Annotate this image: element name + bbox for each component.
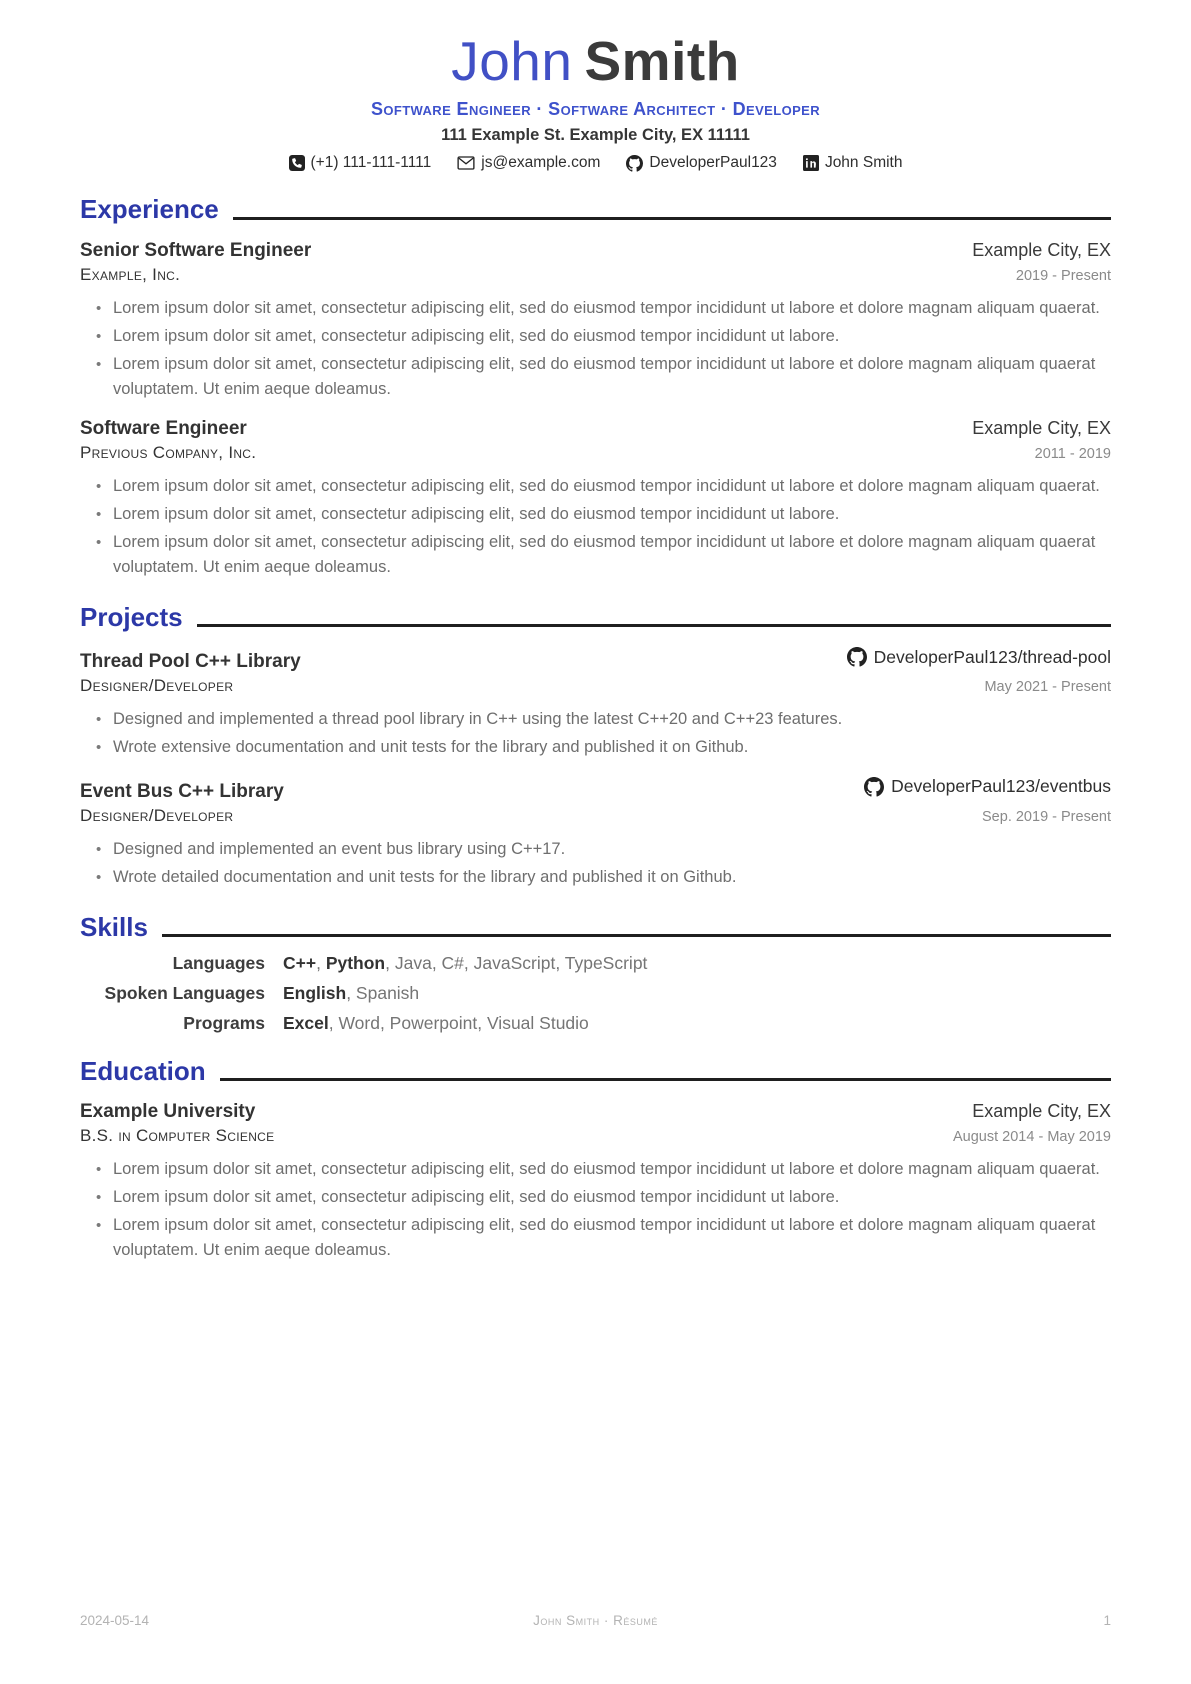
section-title-projects: Projects [80, 601, 183, 632]
section-skills [80, 911, 1111, 1034]
section-experience [80, 196, 1111, 579]
skill-segment: Python [325, 953, 386, 974]
skill-row [80, 983, 1111, 1004]
section-projects [80, 601, 1111, 890]
bullet-item: • Lorem ipsum dolor sit amet, consectetur adipiscing elit, sed do eiusmod tempor incididunt ut labore. [113, 1185, 1111, 1210]
section-education [80, 1058, 1111, 1263]
linkedin-icon [803, 155, 819, 171]
project-title: Event Bus C++ Library [80, 780, 284, 802]
project-entry [80, 647, 1111, 761]
entry-location: Example City, EX [972, 239, 1111, 260]
contact-item[interactable] [626, 154, 777, 172]
project-entry [80, 776, 1111, 890]
project-dates: May 2021 - Present [984, 679, 1111, 696]
bullet-item: • Lorem ipsum dolor sit amet, consectetur adipiscing elit, sed do eiusmod tempor incididunt ut labore. [113, 324, 1111, 349]
entry-title: Senior Software Engineer [80, 239, 312, 261]
footer-page-number: 1 [1103, 1613, 1111, 1628]
section-title-education: Education [80, 1056, 206, 1087]
bullet-item: • Lorem ipsum dolor sit amet, consectetur adipiscing elit, sed do eiusmod tempor incididunt ut labore. [113, 502, 1111, 527]
contact-text: John Smith [824, 154, 903, 172]
contact-item[interactable] [803, 154, 903, 172]
bullet-item: • Wrote extensive documentation and unit tests for the library and published it on Github. [113, 735, 1111, 760]
resume-header [80, 30, 1111, 172]
first-name: John [451, 30, 573, 92]
skill-segment: , Spanish [346, 983, 420, 1004]
contact-item[interactable] [289, 154, 432, 172]
project-dates: Sep. 2019 - Present [982, 808, 1111, 825]
bullet-item: • Lorem ipsum dolor sit amet, consectetur adipiscing elit, sed do eiusmod tempor incididunt ut labore et dolore magnam aliquam quaerat voluptatem. Ut enim aeque doleamus. [113, 352, 1111, 402]
bullet-item: • Lorem ipsum dolor sit amet, consectetur adipiscing elit, sed do eiusmod tempor incididunt ut labore et dolore magnam aliquam quaerat. [113, 1157, 1111, 1182]
resume-entry [80, 240, 1111, 402]
section-rule [233, 217, 1111, 220]
skill-value [283, 953, 647, 974]
entry-title: Example University [80, 1101, 256, 1123]
skill-value [283, 1013, 589, 1034]
project-repo-text: DeveloperPaul123/thread-pool [873, 646, 1111, 667]
entry-subtitle: B.S. in Computer Science [80, 1126, 275, 1146]
bullet-item: • Lorem ipsum dolor sit amet, consectetur adipiscing elit, sed do eiusmod tempor incididunt ut labore et dolore magnam aliquam quaerat voluptatem. Ut enim aeque doleamus. [113, 530, 1111, 580]
project-bullets [80, 707, 1111, 760]
email-icon [457, 154, 475, 172]
entry-dates: August 2014 - May 2019 [953, 1129, 1111, 1146]
entry-subtitle: Example, Inc. [80, 264, 181, 284]
entry-dates: 2019 - Present [1015, 267, 1111, 284]
resume-entry [80, 1101, 1111, 1263]
project-repo-text: DeveloperPaul123/eventbus [891, 776, 1111, 797]
section-title-experience: Experience [80, 194, 219, 225]
full-name [80, 30, 1111, 93]
resume-entry [80, 418, 1111, 580]
entry-bullets [80, 296, 1111, 402]
project-title: Thread Pool C++ Library [80, 651, 301, 673]
project-repo-link[interactable] [847, 647, 1111, 668]
skill-segment: , Java, C#, JavaScript, TypeScript [385, 953, 648, 974]
contact-text: js@example.com [481, 154, 601, 172]
skill-label: Spoken Languages [104, 983, 265, 1004]
entry-title: Software Engineer [80, 417, 247, 439]
contact-row [80, 154, 1111, 172]
project-repo-link[interactable] [864, 776, 1111, 797]
github-icon [864, 777, 884, 797]
entry-location: Example City, EX [972, 417, 1111, 438]
project-bullets [80, 837, 1111, 890]
project-role: Designer/Developer [80, 676, 234, 696]
bullet-item: • Designed and implemented an event bus library using C++17. [113, 837, 1111, 862]
skill-segment: , [316, 953, 326, 974]
section-title-skills: Skills [80, 911, 148, 942]
phone-icon [289, 155, 305, 171]
entry-subtitle: Previous Company, Inc. [80, 442, 257, 462]
skill-segment: English [283, 983, 347, 1004]
address-line: 111 Example St. Example City, EX 11111 [441, 126, 750, 145]
skill-row [80, 1013, 1111, 1034]
bullet-item: • Wrote detailed documentation and unit tests for the library and published it on Github. [113, 865, 1111, 890]
tagline: Software Engineer · Software Architect · Developer [370, 99, 821, 120]
section-rule [220, 1078, 1111, 1081]
entry-dates: 2011 - 2019 [1034, 445, 1111, 462]
bullet-item: • Lorem ipsum dolor sit amet, consectetur adipiscing elit, sed do eiusmod tempor incididunt ut labore et dolore magnam aliquam quaerat. [113, 474, 1111, 499]
skill-segment: Excel [283, 1013, 329, 1034]
entry-bullets [80, 1157, 1111, 1263]
entry-location: Example City, EX [972, 1101, 1111, 1122]
github-icon [626, 155, 643, 172]
skill-label: Languages [172, 953, 265, 974]
footer-date: 2024-05-14 [80, 1613, 150, 1628]
bullet-item: • Designed and implemented a thread pool library in C++ using the latest C++20 and C++23 features. [113, 707, 1111, 732]
skill-row [80, 953, 1111, 974]
contact-item[interactable] [457, 154, 600, 172]
skill-label: Programs [183, 1013, 265, 1034]
section-rule [162, 934, 1111, 937]
bullet-item: • Lorem ipsum dolor sit amet, consectetur adipiscing elit, sed do eiusmod tempor incididunt ut labore et dolore magnam aliquam quaerat voluptatem. Ut enim aeque doleamus. [113, 1213, 1111, 1263]
section-rule [197, 624, 1111, 627]
page-footer [80, 1613, 1111, 1628]
footer-title: John Smith · Résumé [533, 1613, 658, 1628]
last-name: Smith [584, 30, 740, 92]
contact-text: DeveloperPaul123 [649, 154, 777, 172]
contact-text: (+1) 111-111-1111 [310, 154, 432, 172]
project-role: Designer/Developer [80, 805, 234, 825]
skill-segment: C++ [283, 953, 317, 974]
skill-segment: , Word, Powerpoint, Visual Studio [328, 1013, 589, 1034]
skill-value [283, 983, 419, 1004]
bullet-item: • Lorem ipsum dolor sit amet, consectetur adipiscing elit, sed do eiusmod tempor incididunt ut labore et dolore magnam aliquam quaerat. [113, 296, 1111, 321]
github-icon [847, 647, 867, 667]
entry-bullets [80, 474, 1111, 580]
